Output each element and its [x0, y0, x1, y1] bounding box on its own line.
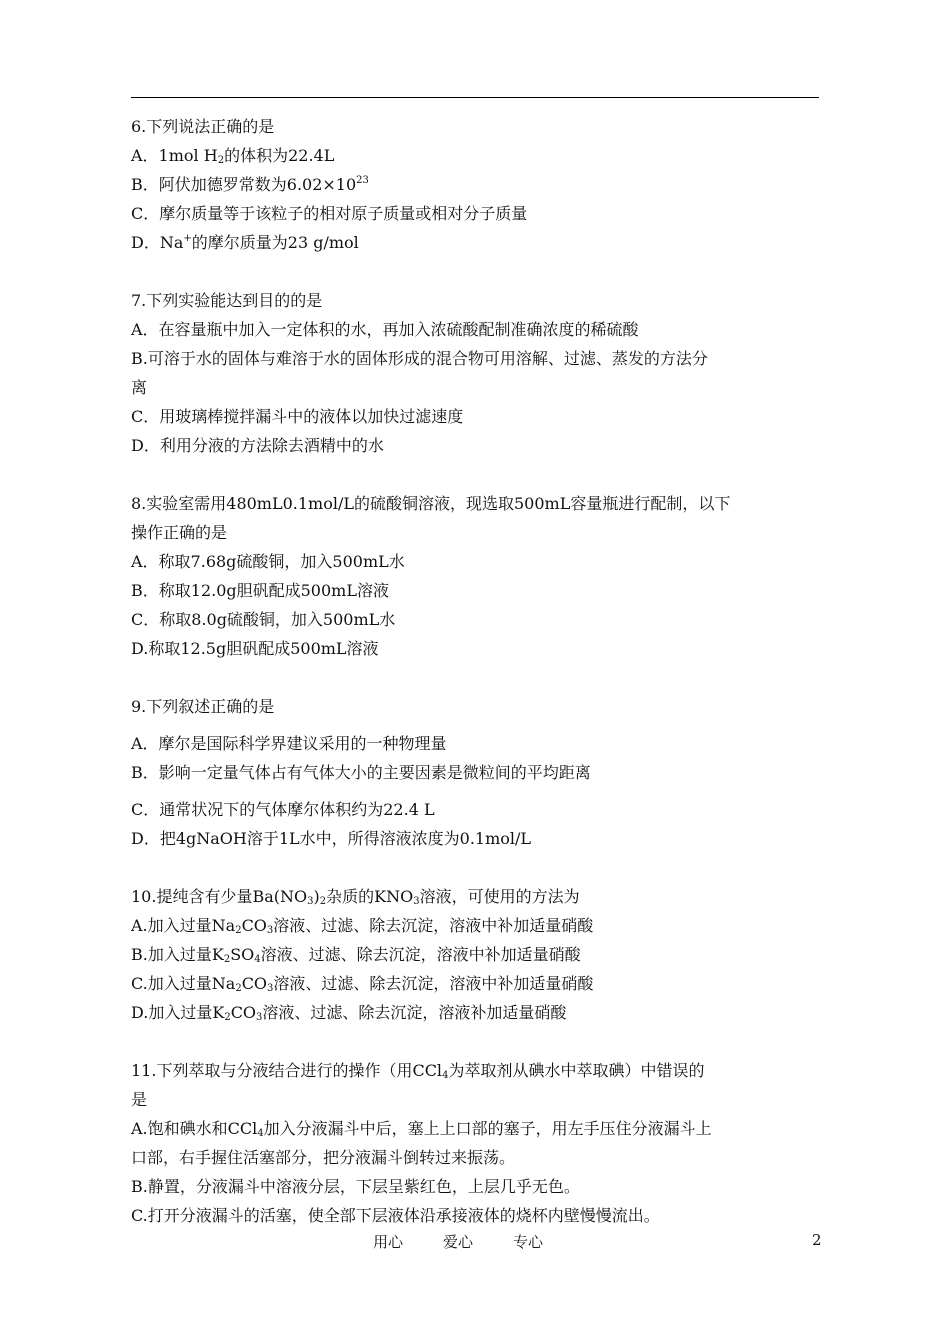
q8-option-d: D.称取12.5g胆矾配成500mL溶液 [131, 639, 379, 658]
q7-option-b: B.可溶于水的固体与难溶于水的固体形成的混合物可用溶解、过滤、蒸发的方法分 [131, 349, 708, 368]
footer-motto [373, 1231, 583, 1252]
footer-motto-3: 专心 [513, 1233, 544, 1251]
q6-option-a: A．1mol $H_2$的体积为22.4L [131, 146, 335, 166]
q11-option-a-cont: 口部，右手握住活塞部分，把分液漏斗倒转过来振荡。 [131, 1148, 516, 1167]
q9-stem: 9.下列叙述正确的是 [131, 697, 275, 716]
q11-option-b: B.静置，分液漏斗中溶液分层，下层呈紫红色，上层几乎无色。 [131, 1177, 580, 1196]
q10-option-c: C.加入过量$Na_2CO_3$溶液、过滤、除去沉淀，溶液中补加适量硝酸 [131, 974, 594, 994]
question-content [131, 112, 831, 1230]
q10-stem: 10.提纯含有少量$Ba(NO_3)_2$杂质的$KNO_3$溶液，可使用的方法为 [131, 887, 580, 907]
q9-option-a: A．摩尔是国际科学界建议采用的一种物理量 [131, 734, 447, 753]
q6-option-c: C．摩尔质量等于该粒子的相对原子质量或相对分子质量 [131, 204, 528, 223]
q8-option-a: A．称取7.68g硫酸铜，加入500mL水 [131, 552, 405, 571]
footer-motto-2: 爱心 [443, 1233, 474, 1251]
q6-stem: 6.下列说法正确的是 [131, 117, 275, 136]
q8-stem-cont: 操作正确的是 [131, 523, 228, 542]
q8-stem: 8.实验室需用480mL0.1mol/L的硫酸铜溶液，现选取500mL容量瓶进行配制，以下 [131, 494, 731, 513]
q11-stem-cont: 是 [131, 1090, 148, 1109]
q7-option-d: D．利用分液的方法除去酒精中的水 [131, 436, 384, 455]
q11-option-c: C.打开分液漏斗的活塞，使全部下层液体沿承接液体的烧杯内壁慢慢流出。 [131, 1206, 660, 1225]
q7-option-c: C．用玻璃棒搅拌漏斗中的液体以加快过滤速度 [131, 407, 464, 426]
q9-option-b: B．影响一定量气体占有气体大小的主要因素是微粒间的平均距离 [131, 763, 591, 782]
q7-option-b-cont: 离 [131, 378, 148, 397]
q7-stem: 7.下列实验能达到目的的是 [131, 291, 323, 310]
q9-option-c: C．通常状况下的气体摩尔体积约为22.4 L [131, 800, 435, 819]
page-number: 2 [812, 1231, 822, 1249]
q10-option-b: B.加入过量$K_2SO_4$溶液、过滤、除去沉淀，溶液中补加适量硝酸 [131, 945, 581, 965]
q10-option-a: A.加入过量$Na_2CO_3$溶液、过滤、除去沉淀，溶液中补加适量硝酸 [131, 916, 594, 936]
footer-motto-1: 用心 [373, 1233, 404, 1251]
q8-option-c: C．称取8.0g硫酸铜，加入500mL水 [131, 610, 396, 629]
q8-option-b: B．称取12.0g胆矾配成500mL溶液 [131, 581, 389, 600]
q11-stem: 11.下列萃取与分液结合进行的操作（用CCl$_4$为萃取剂从碘水中萃取碘）中错误的 [131, 1061, 705, 1081]
q10-option-d: D.加入过量$K_2CO_3$溶液、过滤、除去沉淀，溶液补加适量硝酸 [131, 1003, 567, 1023]
q11-option-a: A.饱和碘水和CCl$_4$加入分液漏斗中后，塞上上口部的塞子，用左手压住分液漏斗上 [131, 1119, 712, 1139]
q7-option-a: A．在容量瓶中加入一定体积的水，再加入浓硫酸配制准确浓度的稀硫酸 [131, 320, 639, 339]
header-rule [131, 97, 819, 98]
q6-option-b: B．阿伏加德罗常数为$6.02\times 10^{23}$ [131, 175, 369, 194]
q6-option-d: D．Na+的摩尔质量为23 g/mol [131, 233, 359, 252]
q9-option-d: D．把4gNaOH溶于1L水中，所得溶液浓度为0.1mol/L [131, 829, 532, 848]
